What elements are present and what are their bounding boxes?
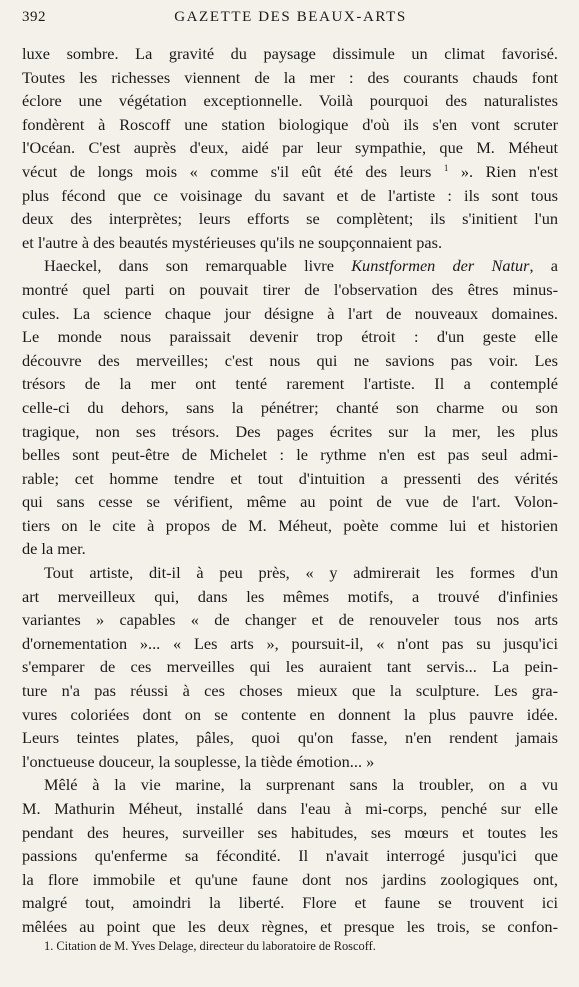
text-line: vures coloriées dont on se contente en donnent la plus pauvre idée. xyxy=(22,704,558,724)
text-line: trésors de la mer ont tenté rarement l'artiste. Il a contemplé xyxy=(22,374,558,394)
text-line: cules. La science chaque jour désigne à l'art de nouveaux domaines. xyxy=(22,303,558,323)
text-line: Haeckel, dans son remarquable livre Kunstformen der Natur, a xyxy=(44,256,558,276)
text-line: tiers on le cite à propos de M. Méheut, poète comme lui et historien xyxy=(22,515,558,535)
text-line: M. Mathurin Méheut, installé dans l'eau à mi-corps, penché sur elle xyxy=(22,799,558,818)
text-line: Tout artiste, dit-il à peu près, « y admirerait les formes d'un xyxy=(44,563,558,583)
text-line: la flore immobile et qu'une faune dont nos jardins zoologiques ont, xyxy=(22,869,558,889)
running-title: GAZETTE DES BEAUX-ARTS xyxy=(174,9,407,25)
page-header xyxy=(22,9,559,35)
text-line: belles sont peut-être de Michelet : le rythme n'en est pas seul admi- xyxy=(22,445,558,465)
text-line: luxe sombre. La gravité du paysage dissimule un climat favorisé. xyxy=(22,44,558,63)
text-line: Le monde nous paraissait devenir trop étroit : d'un geste elle xyxy=(22,327,558,347)
text-line: malgré tout, amoindri la liberté. Flore et faune se trouvent ici xyxy=(22,893,558,913)
text-line: et l'autre à des beautés mystérieuses qu'ils ne soupçonnaient pas. xyxy=(22,232,443,252)
page-number: 392 xyxy=(22,9,46,25)
body-text xyxy=(22,42,558,939)
text-line: Toutes les richesses viennent de la mer : des courants chauds font xyxy=(22,67,558,87)
text-line: ture n'a pas réussi à ces choses mieux que la sculpture. Les gra- xyxy=(22,681,558,701)
text-line: vécut de longs mois « comme s'il eût été des leurs $^1$ ». Rien n'est xyxy=(22,161,558,181)
text-line: celle-ci du dehors, sans la pénétrer; chanté son charme ou son xyxy=(22,397,558,417)
text-line: pendant des heures, surveiller ses habitudes, ses mœurs et toutes les xyxy=(22,822,558,842)
text-line: Mêlé à la vie marine, la surprenant sans la troubler, on a vu xyxy=(44,775,558,795)
text-line: deux des interprètes; leurs efforts se complètent; ils s'initient l'un xyxy=(22,209,558,229)
text-line: s'emparer de ces merveilles qui les auraient tant servis... La pein- xyxy=(22,657,558,677)
footnote: 1. Citation de M. Yves Delage, directeur du laboratoire de Roscoff. xyxy=(44,939,376,953)
text-line: passions qu'enferme sa fécondité. Il n'avait interrogé jusqu'ici que xyxy=(22,846,558,866)
text-line: d'ornementation »... « Les arts », poursuit-il, « n'ont pas su jusqu'ici xyxy=(22,633,558,653)
text-line: qui sans cesse se vérifient, même au point de vue de l'art. Volon- xyxy=(22,492,558,512)
text-line: mêlées au point que les deux règnes, et presque les trois, se confon- xyxy=(22,916,558,936)
text-line: découvre des merveilles; c'est nous qui ne savions pas voir. Les xyxy=(22,350,558,370)
text-line: éclore une végétation exceptionnelle. Voilà pourquoi des naturalistes xyxy=(22,91,558,111)
text-line: rable; cet homme tendre et tout d'intuition a pressenti des vérités xyxy=(22,468,558,488)
text-line: l'Océan. C'est auprès d'eux, aidé par leur sympathie, que M. Méheut xyxy=(22,138,558,158)
text-line: plus fécond que ce voisinage du savant et de l'artiste : ils sont tous xyxy=(22,185,558,205)
text-line: tragique, non ses trésors. Des pages écrites sur la mer, les plus xyxy=(22,421,558,441)
text-line: l'onctueuse douceur, la souplesse, la tiède émotion... » xyxy=(22,751,375,771)
text-line: variantes » capables « de changer et de renouveler tous nos arts xyxy=(22,610,558,630)
text-line: de la mer. xyxy=(22,539,86,559)
text-line: Leurs teintes plates, pâles, quoi qu'on fasse, n'en rendent jamais xyxy=(22,728,558,748)
text-line: art merveilleux qui, dans les mêmes motifs, a trouvé d'infinies xyxy=(22,586,558,606)
text-line: fondèrent à Roscoff une station biologique d'où ils s'en vont scruter xyxy=(22,114,558,134)
text-line: montré quel parti on pouvait tirer de l'observation des êtres minus- xyxy=(22,279,558,299)
